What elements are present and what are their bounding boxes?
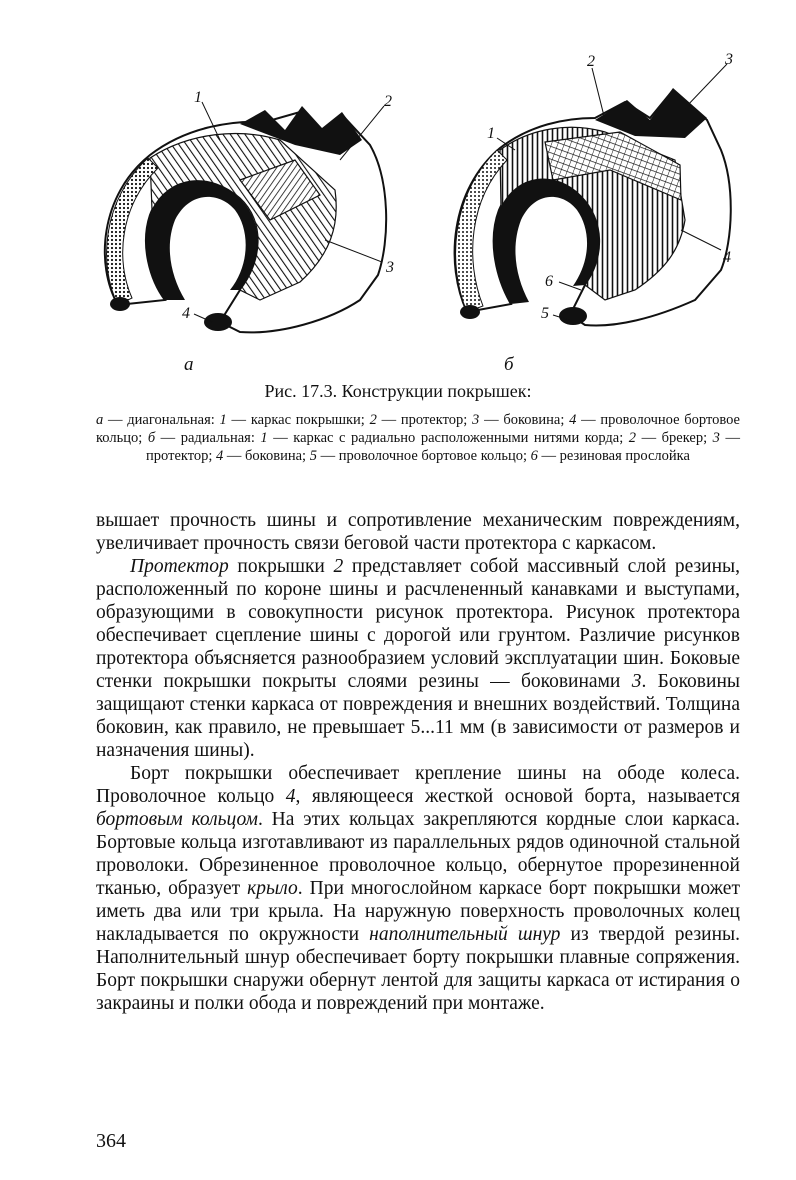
figure-sublabel-a: а [184, 354, 194, 375]
italic-span: наполнительный шнур [369, 924, 561, 945]
text-span: — боковина; [223, 448, 310, 464]
italic-span: 2 [628, 430, 637, 446]
italic-span: 5 [309, 448, 317, 464]
italic-span: 1 [260, 430, 268, 446]
text-span: вышает прочность шины и сопротивление механическим повреждениям, увеличивает прочность связи беговой части протектора с каркасом. [96, 510, 740, 554]
italic-span: 4 [569, 412, 577, 428]
text-span: — каркас покрышки; [226, 412, 370, 428]
body-text [96, 509, 740, 1015]
text-span: Борт покрышки обеспечивает крепление шины на ободе колеса. Проволочное кольцо [96, 763, 740, 807]
italic-span: 2 [333, 556, 344, 577]
italic-span: 6 [530, 448, 538, 464]
text-span: . На этих кольцах закрепляются кордные слои каркаса. Бортовые кольца изготавливают из параллельных рядов одиночной стальной проволоки. Обрезиненное проволочное кольцо, обернутое прорезиненной тканью, образует [96, 809, 741, 899]
figure-sublabel-b: б [504, 354, 514, 375]
figure-caption-legend [96, 411, 740, 465]
text-span: — проволочное бортовое кольцо; [316, 448, 531, 464]
text-span: — брекер; [636, 430, 713, 446]
bead-ring [204, 313, 232, 331]
text-span: — проволочное бортовое кольцо; [96, 412, 740, 446]
text-span: . При многослойном каркасе борт покрышки может иметь два или три крыла. На наружную поверхность проволочных колец накладывается по окружности [96, 878, 740, 945]
italic-span: 2 [369, 412, 377, 428]
callout-a-4: 4 [182, 305, 190, 322]
body-paragraph [96, 509, 740, 555]
callout-b-2: 2 [587, 53, 595, 70]
italic-span: бортовым кольцом [96, 809, 258, 830]
page-number: 364 [96, 1130, 126, 1152]
italic-span: 3 [631, 671, 642, 692]
radial-tire-illustration [445, 50, 745, 350]
italic-span: 3 [712, 430, 720, 446]
diagonal-tire-illustration [90, 50, 420, 350]
leader-line [685, 64, 727, 108]
text-span: — протектор; [376, 412, 473, 428]
callout-b-5: 5 [541, 305, 549, 322]
text-span: . Боковины защищают стенки каркаса от повреждения и внешних воздействий. Толщина боковин, как правило, не превышает 5...11 мм (в зависимости от размеров и назначения шины). [96, 671, 740, 761]
text-span: — диагональная: [103, 412, 220, 428]
italic-span: 4 [285, 786, 296, 807]
callout-a-2: 2 [384, 93, 392, 110]
italic-span: крыло [247, 878, 298, 899]
italic-span: 4 [216, 448, 224, 464]
text-span: — радиальная: [155, 430, 261, 446]
italic-span: а [96, 412, 104, 428]
text-span: из твердой резины. Наполнительный шнур обеспечивает борту покрышки плавные сопряжения. Борт покрышки снаружи обернут лентой для защиты каркаса от истирания о закраины и полки обода и повреждений при монтаже. [96, 924, 741, 1014]
italic-span: б [147, 430, 156, 446]
callout-b-6: 6 [545, 273, 553, 290]
figure-17-3 [90, 50, 750, 380]
bead-ring-left [460, 305, 480, 319]
callout-b-4: 4 [723, 249, 731, 266]
figure-caption-title: Рис. 17.3. Конструкции покрышек: [264, 381, 532, 401]
text-span: покрышки [228, 556, 334, 577]
body-paragraph [96, 762, 740, 1015]
callout-b-1: 1 [487, 125, 495, 142]
callout-b-3: 3 [725, 51, 733, 68]
text-span: , являющееся жесткой основой борта, называется [295, 786, 740, 807]
callout-a-3: 3 [386, 259, 394, 276]
italic-span: 3 [472, 412, 480, 428]
text-span: — боковина; [479, 412, 570, 428]
text-span: — протектор; [146, 430, 740, 464]
text-span: — каркас с радиально расположенными нитями корда; [267, 430, 629, 446]
text-span: — резиновая прослойка [537, 448, 690, 464]
bead-ring-left [110, 297, 130, 311]
body-paragraph [96, 555, 740, 762]
callout-a-1: 1 [194, 89, 202, 106]
italic-span: 1 [219, 412, 227, 428]
bead-ring [559, 307, 587, 325]
italic-span: Протектор [130, 556, 229, 577]
text-span: представляет собой массивный слой резины, расположенный по короне шины и расчлененный канавками и выступами, образующими в совокупности рисунок протектора. Рисунок протектора обеспечивает сцепление шины с дорогой или грунтом. Различие рисунков протектора объясняется разнообразием условий эксплуатации шин. Боковые стенки покрышки покрыты слоями резины — боковинами [96, 556, 741, 692]
leader-line [592, 68, 605, 120]
